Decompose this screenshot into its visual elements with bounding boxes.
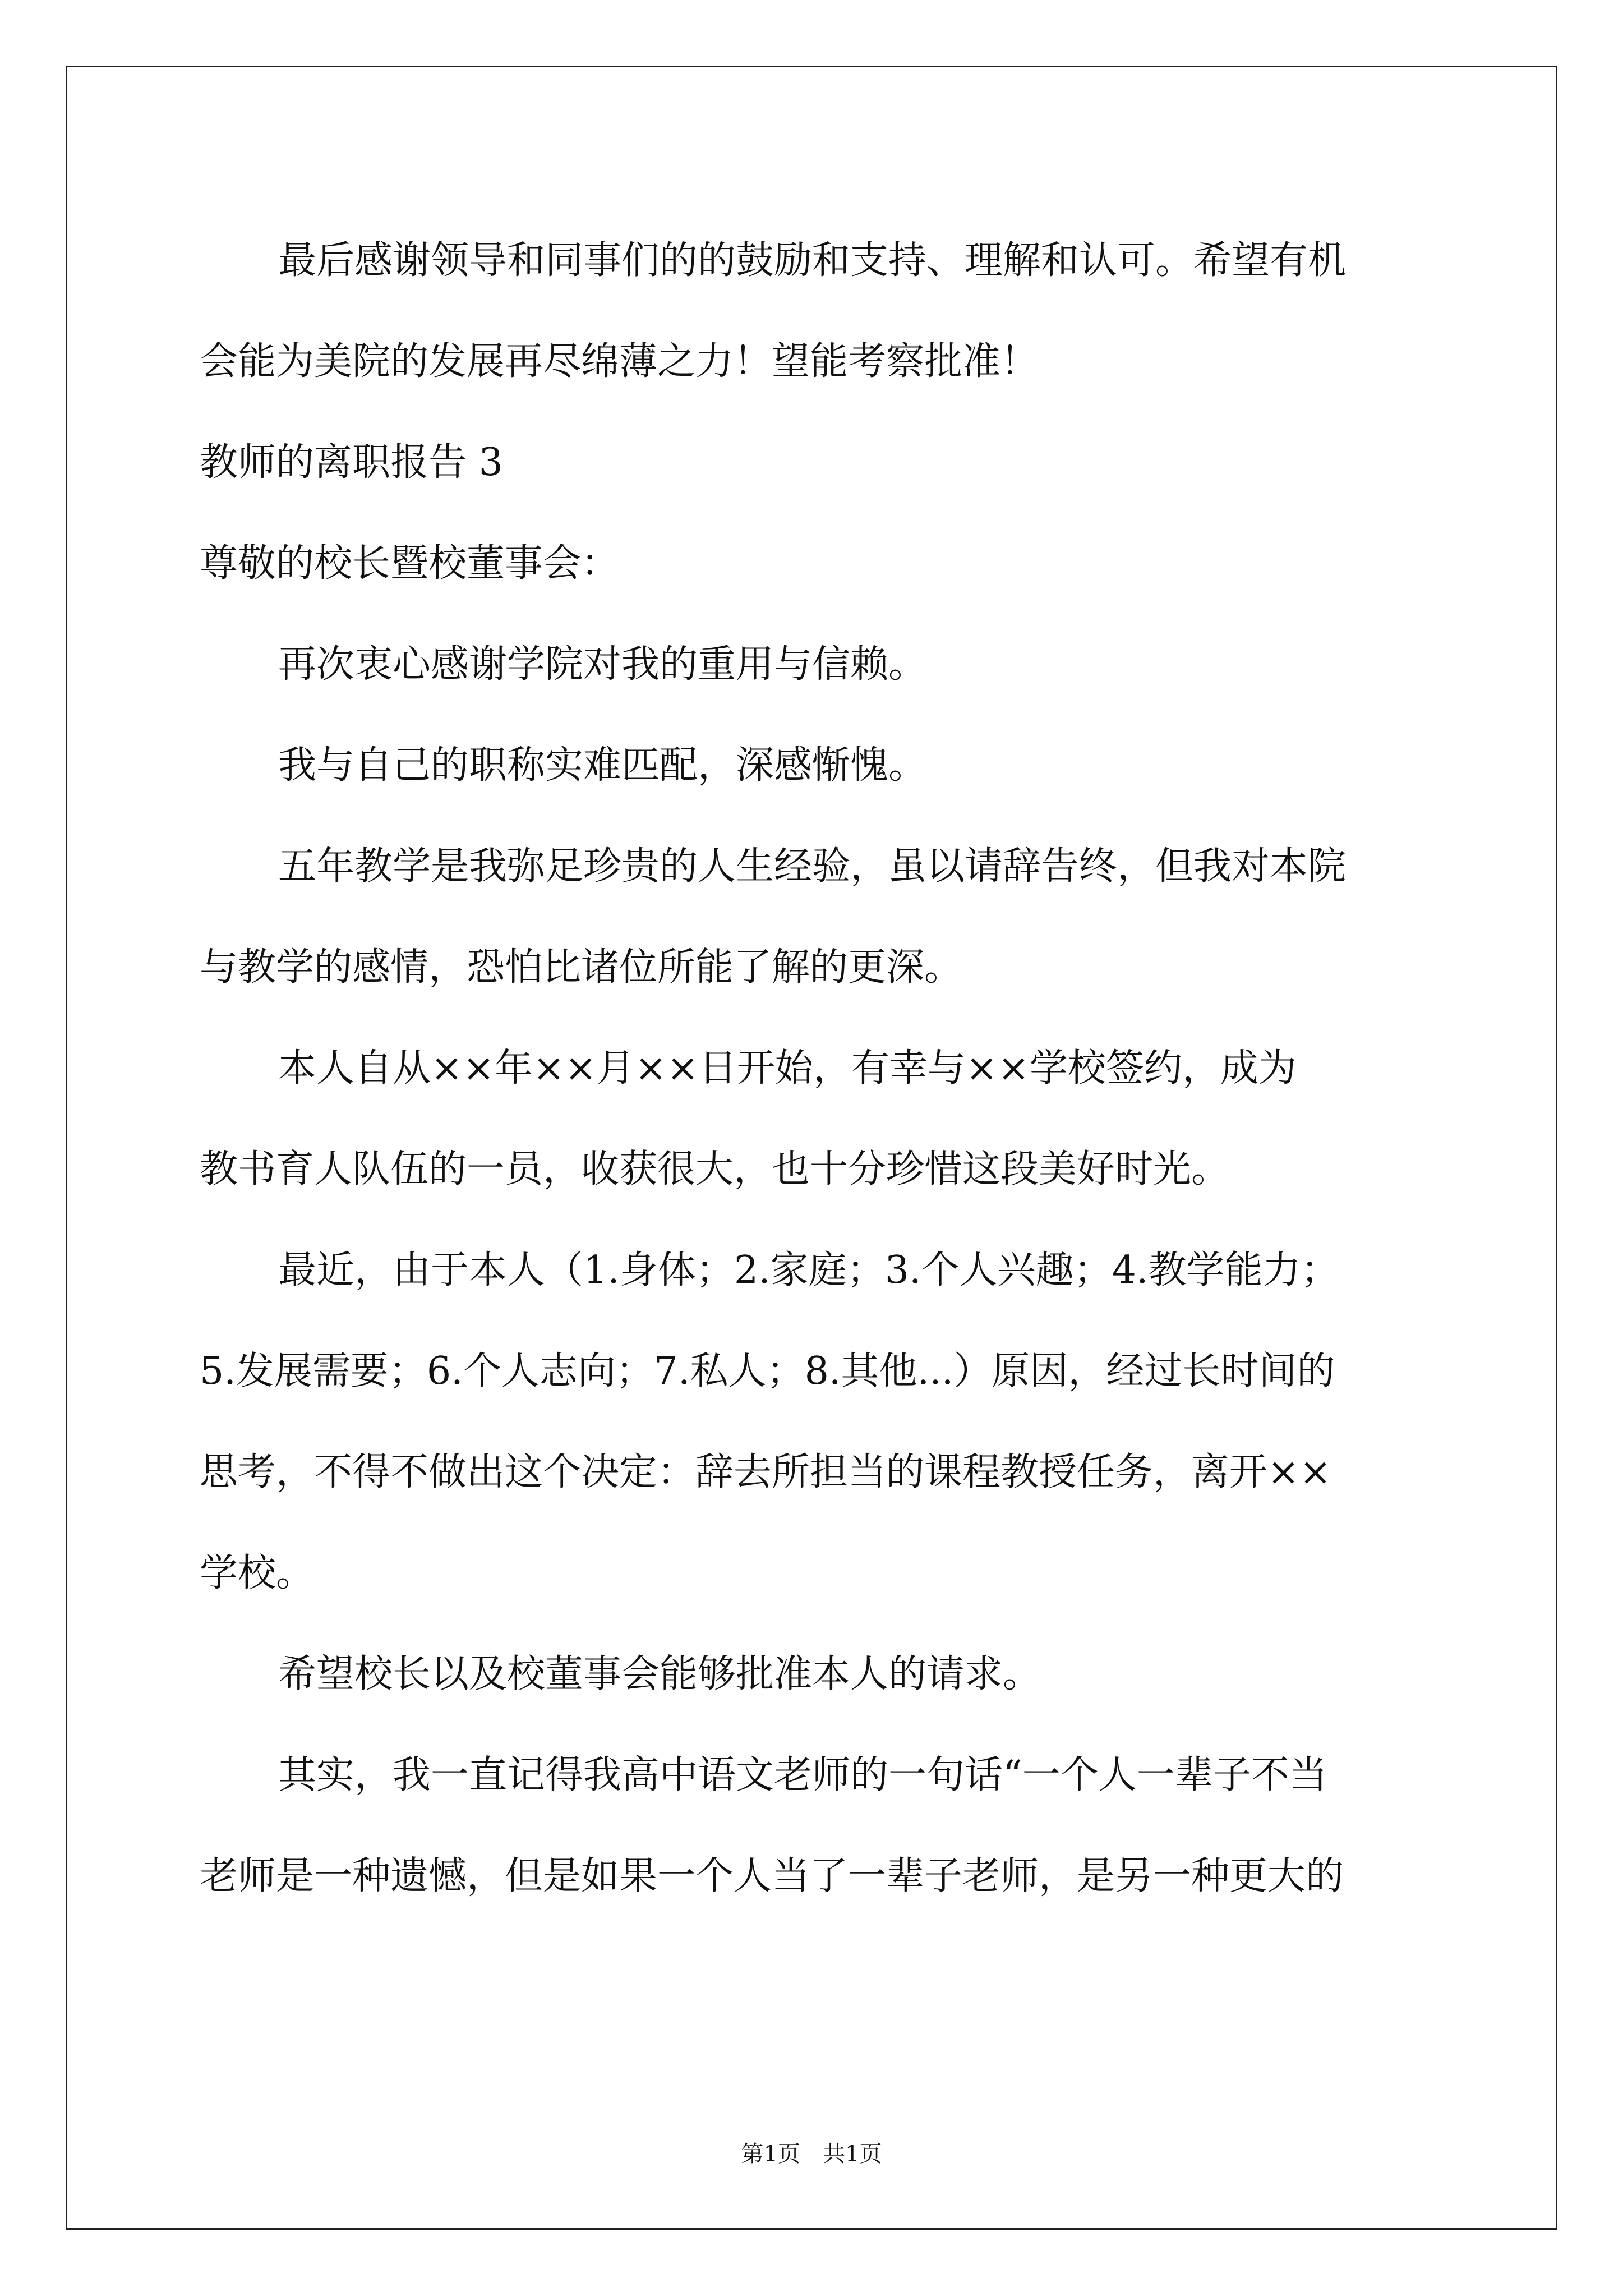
paragraph-line: 老师是一种遗憾，但是如果一个人当了一辈子老师，是另一种更大的 xyxy=(200,1854,1344,1898)
paragraph-line: 我与自己的职称实难匹配，深感惭愧。 xyxy=(278,743,927,788)
page-number-footer: 第1页 共1页 xyxy=(741,2141,882,2167)
paragraph-line: 五年教学是我弥足珍贵的人生经验，虽以请辞告终，但我对本院 xyxy=(278,844,1347,889)
paragraph-line: 会能为美院的发展再尽绵薄之力！望能考察批准！ xyxy=(200,339,1039,384)
section-title: 教师的离职报告 3 xyxy=(200,440,503,485)
paragraph-line: 再次衷心感谢学院对我的重用与信赖。 xyxy=(278,642,927,687)
paragraph-line: 思考，不得不做出这个决定：辞去所担当的课程教授任务，离开×× xyxy=(200,1450,1331,1494)
paragraph-line: 教书育人队伍的一员，收获很大，也十分珍惜这段美好时光。 xyxy=(200,1147,1230,1191)
paragraph-line: 本人自从××年××月××日开始，有幸与××学校签约，成为 xyxy=(278,1046,1297,1091)
paragraph-line: 最近，由于本人（1.身体；2.家庭；3.个人兴趣；4.教学能力； xyxy=(278,1248,1339,1292)
paragraph-line: 希望校长以及校董事会能够批准本人的请求。 xyxy=(278,1652,1041,1696)
document-body xyxy=(200,210,1428,1927)
paragraph-line: 学校。 xyxy=(200,1551,315,1595)
paragraph-line: 5.发展需要；6.个人志向；7.私人；8.其他...）原因，经过长时间的 xyxy=(200,1349,1335,1393)
paragraph-line: 与教学的感情，恐怕比诸位所能了解的更深。 xyxy=(200,945,963,990)
salutation: 尊敬的校长暨校董事会： xyxy=(200,541,620,586)
paragraph-line: 最后感谢领导和同事们的的鼓励和支持、理解和认可。希望有机 xyxy=(278,238,1347,283)
paragraph-line: 其实，我一直记得我高中语文老师的一句话“一个人一辈子不当 xyxy=(278,1753,1327,1797)
